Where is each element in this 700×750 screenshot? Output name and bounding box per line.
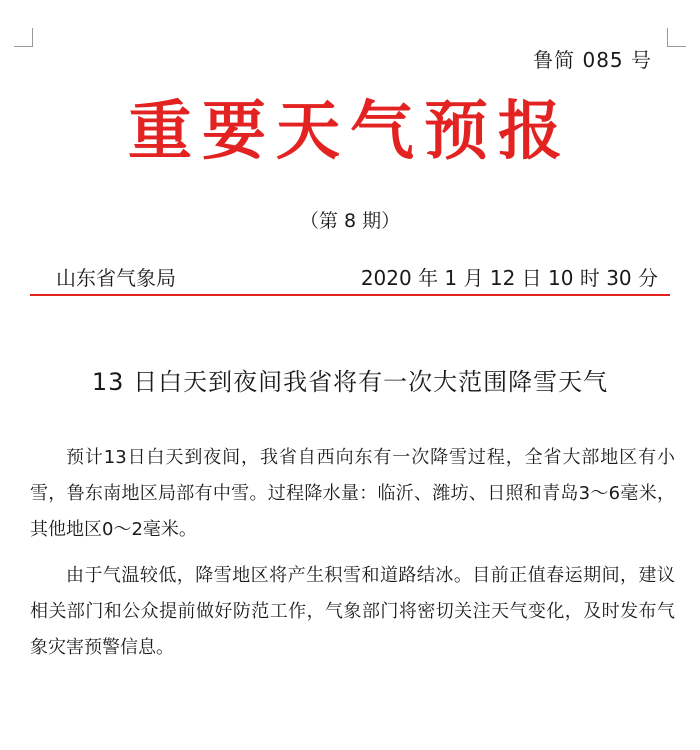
article-headline: 13 日白天到夜间我省将有一次大范围降雪天气 [91,368,609,396]
crop-mark-top-left [14,28,33,47]
issue-datetime: 2020 年 1 月 12 日 10 时 30 分 [360,266,658,290]
article-body [30,440,675,676]
header-divider [30,294,670,296]
paragraph: 预计13日白天到夜间，我省自西向东有一次降雪过程，全省大部地区有小雪，鲁东南地区局部有中雪。过程降水量：临沂、潍坊、日照和青岛3～6毫米，其他地区0～2毫米。 [30,447,675,540]
document-number: 鲁简 085 号 [533,48,652,72]
paragraph: 由于气温较低，降雪地区将产生积雪和道路结冰。目前正值春运期间，建议相关部门和公众提前做好防范工作，气象部门将密切关注天气变化，及时发布气象灾害预警信息。 [30,565,675,658]
crop-mark-top-right [667,28,686,47]
issuing-agency: 山东省气象局 [56,266,176,290]
issue-number: （第 8 期） [299,210,401,232]
document-title: 重要天气预报 [128,94,572,169]
